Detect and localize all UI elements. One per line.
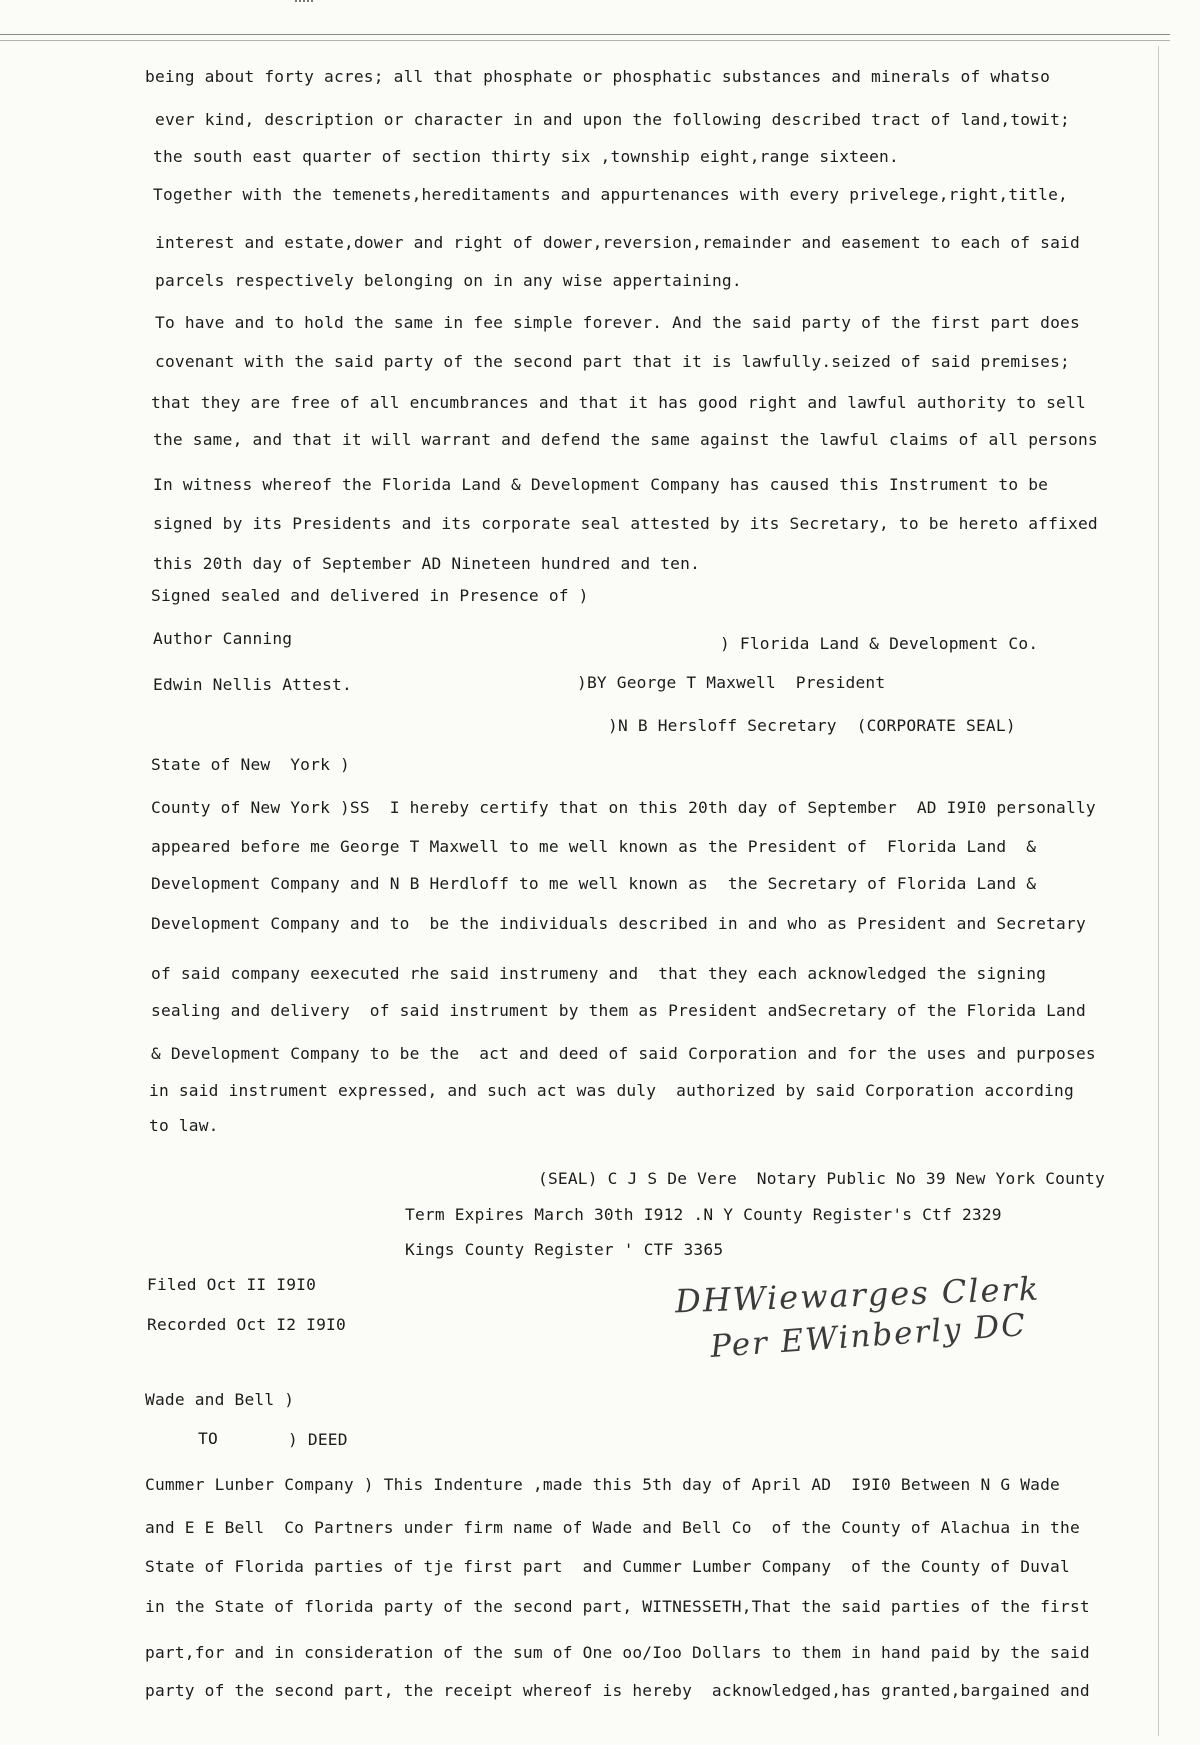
text-line-7: To have and to hold the same in fee simple forever. And the said party of the first part does	[155, 313, 1080, 332]
top-edge-mark	[295, 0, 313, 8]
notary-seal-line: (SEAL) C J S De Vere Notary Public No 39 New York County	[538, 1169, 1105, 1188]
header-rule	[0, 34, 1170, 35]
ack-line-8: in said instrument expressed, and such act was duly authorized by said Corporation according	[149, 1081, 1074, 1100]
filed-date: Filed Oct II I9I0	[147, 1275, 317, 1294]
text-line-12: signed by its Presidents and its corporate seal attested by its Secretary, to be hereto affixed	[153, 514, 1098, 533]
ack-line-9: to law.	[149, 1116, 219, 1135]
indenture-line-4: in the State of florida party of the second part, WITNESSETH,That the said parties of the first	[145, 1597, 1090, 1616]
deputy-clerk-handwritten-signature: Per EWinberly DC	[709, 1306, 1029, 1366]
text-line-13: this 20th day of September AD Nineteen hundred and ten.	[153, 554, 701, 573]
ack-line-2: appeared before me George T Maxwell to me well known as the President of Florida Land &	[151, 837, 1037, 856]
indenture-line-6: party of the second part, the receipt whereof is hereby acknowledged,has granted,bargained and	[145, 1681, 1090, 1700]
kings-county-register: Kings County Register ' CTF 3365	[405, 1240, 724, 1259]
indenture-line-3: State of Florida parties of tje first part and Cummer Lumber Company of the County of Duval	[145, 1557, 1070, 1576]
text-line-8: covenant with the said party of the second part that it is lawfully.seized of said premises;	[155, 352, 1071, 371]
secretary-signature: )N B Hersloff Secretary (CORPORATE SEAL)	[608, 716, 1016, 735]
text-line-6: parcels respectively belonging on in any wise appertaining.	[155, 271, 742, 290]
text-line-2: ever kind, description or character in and upon the following described tract of land,towit;	[155, 110, 1071, 129]
notary-term-line: Term Expires March 30th I912 .N Y County Register's Ctf 2329	[405, 1205, 1002, 1224]
ack-line-6: sealing and delivery of said instrument by them as President andSecretary of the Florida Land	[151, 1001, 1086, 1020]
text-line-10: the same, and that it will warrant and defend the same against the lawful claims of all persons	[153, 430, 1098, 449]
text-line-9: that they are free of all encumbrances and that it has good right and lawful authority to sell	[151, 393, 1086, 412]
indenture-line-5: part,for and in consideration of the sum of One oo/Ioo Dollars to them in hand paid by the said	[145, 1643, 1090, 1662]
ack-line-1: County of New York )SS I hereby certify that on this 20th day of September AD I9I0 personally	[151, 798, 1096, 817]
witness-author-canning: Author Canning	[153, 629, 293, 648]
clerk-handwritten-signature: DHWiewarges Clerk	[674, 1269, 1041, 1321]
ack-line-7: & Development Company to be the act and deed of said Corporation and for the uses and purposes	[151, 1044, 1096, 1063]
venue-state: State of New York )	[151, 755, 350, 774]
ack-line-4: Development Company and to be the individuals described in and who as President and Secretary	[151, 914, 1086, 933]
deed-to: TO	[198, 1429, 218, 1448]
president-signature: )BY George T Maxwell President	[577, 673, 886, 692]
text-line-5: interest and estate,dower and right of dower,reversion,remainder and easement to each of said	[155, 233, 1080, 252]
header-rule-inner	[0, 40, 1170, 41]
text-line-11: In witness whereof the Florida Land & Development Company has caused this Instrument to be	[153, 475, 1049, 494]
text-line-1: being about forty acres; all that phosphate or phosphatic substances and minerals of whatso	[145, 67, 1051, 86]
indenture-line-2: and E E Bell Co Partners under firm name of Wade and Bell Co of the County of Alachua in the	[145, 1518, 1080, 1537]
ack-line-5: of said company eexecuted rhe said instrumeny and that they each acknowledged the signing	[151, 964, 1047, 983]
witness-edwin-nellis: Edwin Nellis Attest.	[153, 675, 352, 694]
indenture-line-1: Cummer Lunber Company ) This Indenture ,made this 5th day of April AD I9I0 Between N G Wade	[145, 1475, 1061, 1494]
recorded-date: Recorded Oct I2 I9I0	[147, 1315, 346, 1334]
deed-party-wade-bell: Wade and Bell )	[145, 1390, 295, 1409]
right-margin-edge	[1158, 46, 1159, 1736]
deed-type-label: ) DEED	[288, 1430, 348, 1449]
text-line-4: Together with the temenets,hereditaments and appurtenances with every privelege,right,title,	[153, 185, 1069, 204]
text-line-3: the south east quarter of section thirty six ,township eight,range sixteen.	[153, 147, 899, 166]
ack-line-3: Development Company and N B Herdloff to me well known as the Secretary of Florida Land &	[151, 874, 1037, 893]
grantor-company-name: ) Florida Land & Development Co.	[720, 634, 1039, 653]
presence-line: Signed sealed and delivered in Presence of )	[151, 586, 589, 605]
